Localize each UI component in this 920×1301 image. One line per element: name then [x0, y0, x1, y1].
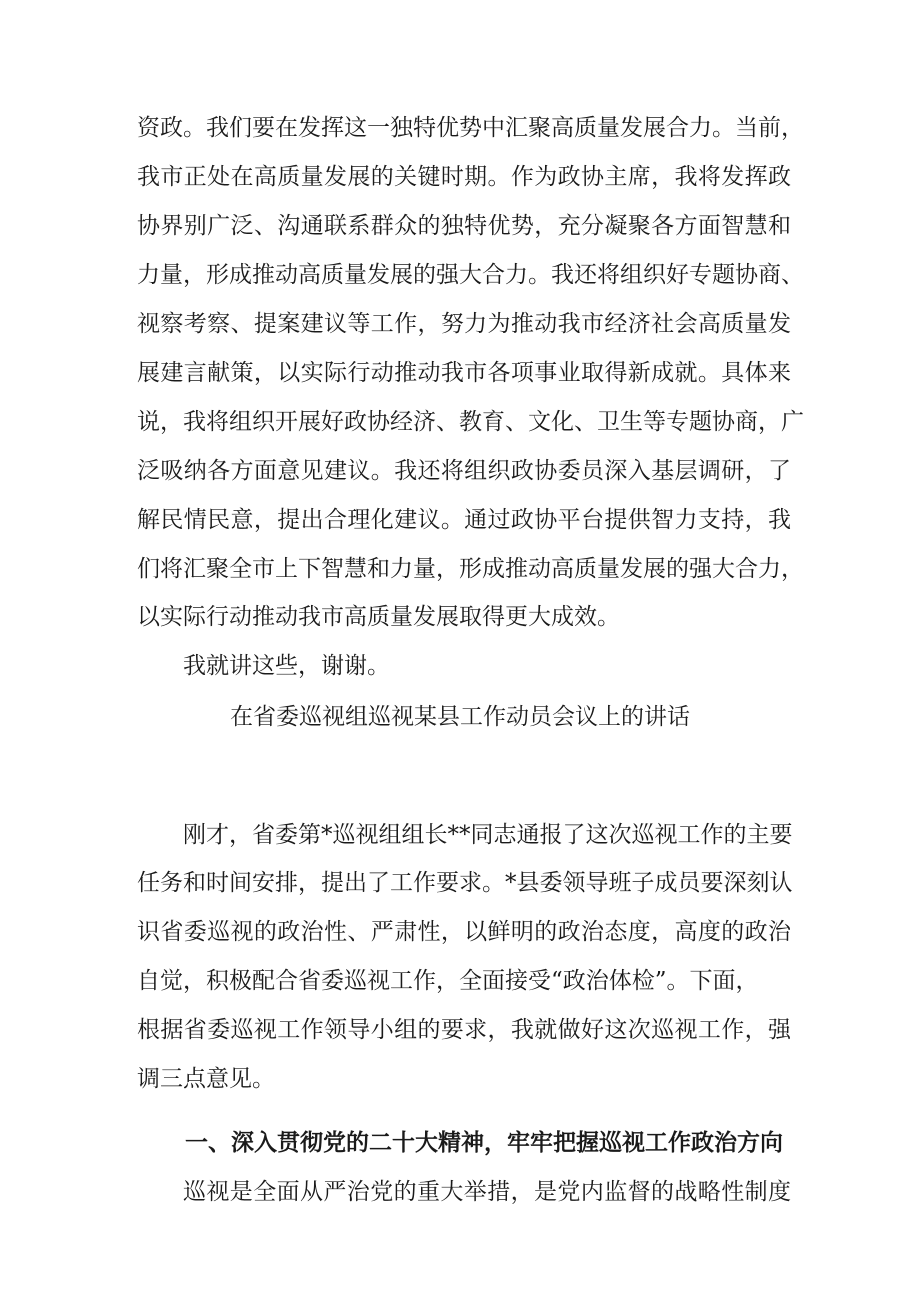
- paragraph-line: 巡视是全面从严治党的重大举措，是党内监督的战略性制度: [183, 1179, 791, 1205]
- paragraph-line: 以实际行动推动我市高质量发展取得更大成效。: [137, 604, 620, 630]
- paragraph-line: 调三点意见。: [137, 1066, 275, 1092]
- paragraph-line: 刚才，省委第*巡视组组长**同志通报了这次巡视工作的主要: [183, 822, 793, 848]
- paragraph-line: 泛吸纳各方面意见建议。我还将组织政协委员深入基层调研，了: [137, 458, 791, 484]
- paragraph-line: 解民情民意，提出合理化建议。通过政协平台提供智力支持，我: [137, 507, 791, 533]
- paragraph-line: 们将汇聚全市上下智慧和力量，形成推动高质量发展的强大合力，: [137, 556, 804, 582]
- paragraph-line: 协界别广泛、沟通联系群众的独特优势，充分凝聚各方面智慧和: [137, 213, 791, 239]
- closing-line: 我就讲这些，谢谢。: [183, 653, 390, 679]
- paragraph-line: 力量，形成推动高质量发展的强大合力。我还将组织好专题协商、: [137, 262, 804, 288]
- paragraph-line: 说，我将组织开展好政协经济、教育、文化、卫生等专题协商，广: [137, 409, 804, 435]
- section-heading: 一、深入贯彻党的二十大精神，牢牢把握巡视工作政治方向: [185, 1129, 783, 1156]
- paragraph-line: 我市正处在高质量发展的关键时期。作为政协主席，我将发挥政: [137, 164, 791, 190]
- paragraph-line: 根据省委巡视工作领导小组的要求，我就做好这次巡视工作，强: [137, 1017, 791, 1043]
- paragraph-line: 视察考察、提案建议等工作，努力为推动我市经济社会高质量发: [137, 311, 791, 337]
- paragraph-line: 资政。我们要在发挥这一独特优势中汇聚高质量发展合力。当前，: [137, 115, 804, 141]
- paragraph-line: 展建言献策，以实际行动推动我市各项事业取得新成就。具体来: [137, 360, 791, 386]
- speech-title: 在省委巡视组巡视某县工作动员会议上的讲话: [230, 704, 690, 730]
- paragraph-line: 识省委巡视的政治性、严肃性，以鲜明的政治态度，高度的政治: [137, 919, 791, 945]
- paragraph-line: 任务和时间安排，提出了工作要求。*县委领导班子成员要深刻认: [137, 870, 793, 896]
- paragraph-line: 自觉，积极配合省委巡视工作，全面接受“政治体检”。下面，: [137, 968, 759, 994]
